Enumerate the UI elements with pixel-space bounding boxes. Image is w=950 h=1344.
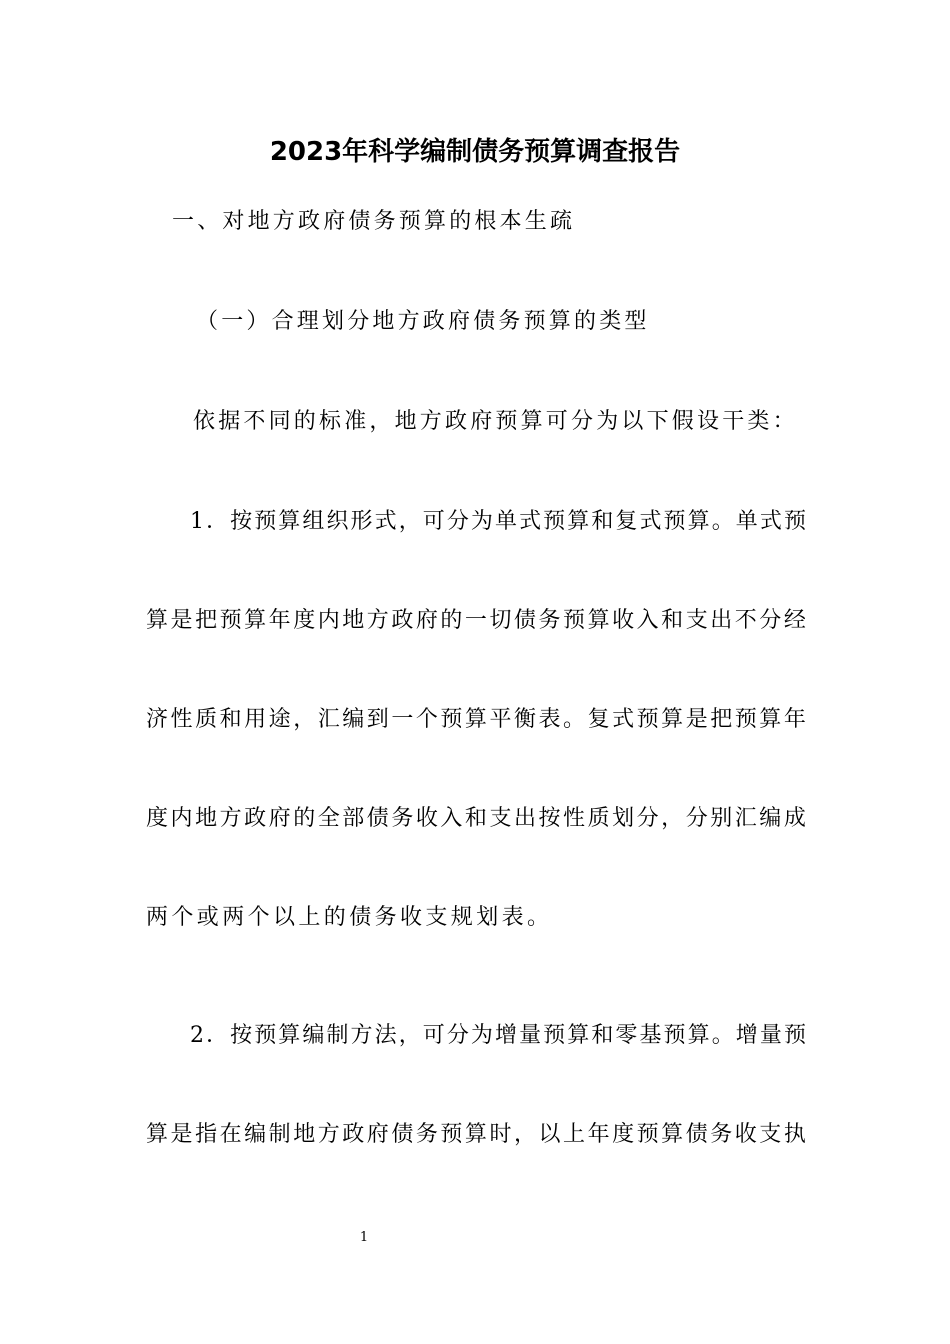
paragraph-2-line-2: 算 是 指 在 编 制 地 方 政 府 债 务 预 算 时 ， 以 上 年 度 预 算 债 务 收 支 执 (146, 1122, 806, 1147)
paragraph-intro: 依据不同的标准，地方政府预算可分为以下假设干类： (193, 409, 798, 434)
paragraph-2-line-1: 2 ． 按 预 算 编 制 方 法 ， 可 分 为 增 量 预 算 和 零 基 预 算 。 增 量 预 (190, 1023, 806, 1048)
paragraph-1-line-5: 两个或两个以上的债务收支规划表。 (146, 905, 553, 930)
heading-level-2: （一）合理划分地方政府债务预算的类型 (196, 309, 650, 334)
paragraph-1-line-3: 济 性 质 和 用 途 ， 汇 编 到 一 个 预 算 平 衡 表 。 复 式 预 算 是 把 预 算 年 (146, 707, 806, 732)
paragraph-1-line-4: 度 内 地 方 政 府 的 全 部 债 务 收 入 和 支 出 按 性 质 划 分 ， 分 别 汇 编 成 (146, 806, 806, 831)
page-number: 1 (359, 1230, 369, 1245)
paragraph-1-line-1: 1 ． 按 预 算 组 织 形 式 ， 可 分 为 单 式 预 算 和 复 式 预 算 。 单 式 预 (190, 509, 806, 534)
document-title: 2023年科学编制债务预算调查报告 (269, 137, 681, 167)
paragraph-1-line-2: 算 是 把 预 算 年 度 内 地 方 政 府 的 一 切 债 务 预 算 收 入 和 支 出 不 分 经 (146, 608, 806, 633)
heading-level-1: 一、对地方政府债务预算的根本生疏 (172, 209, 576, 234)
